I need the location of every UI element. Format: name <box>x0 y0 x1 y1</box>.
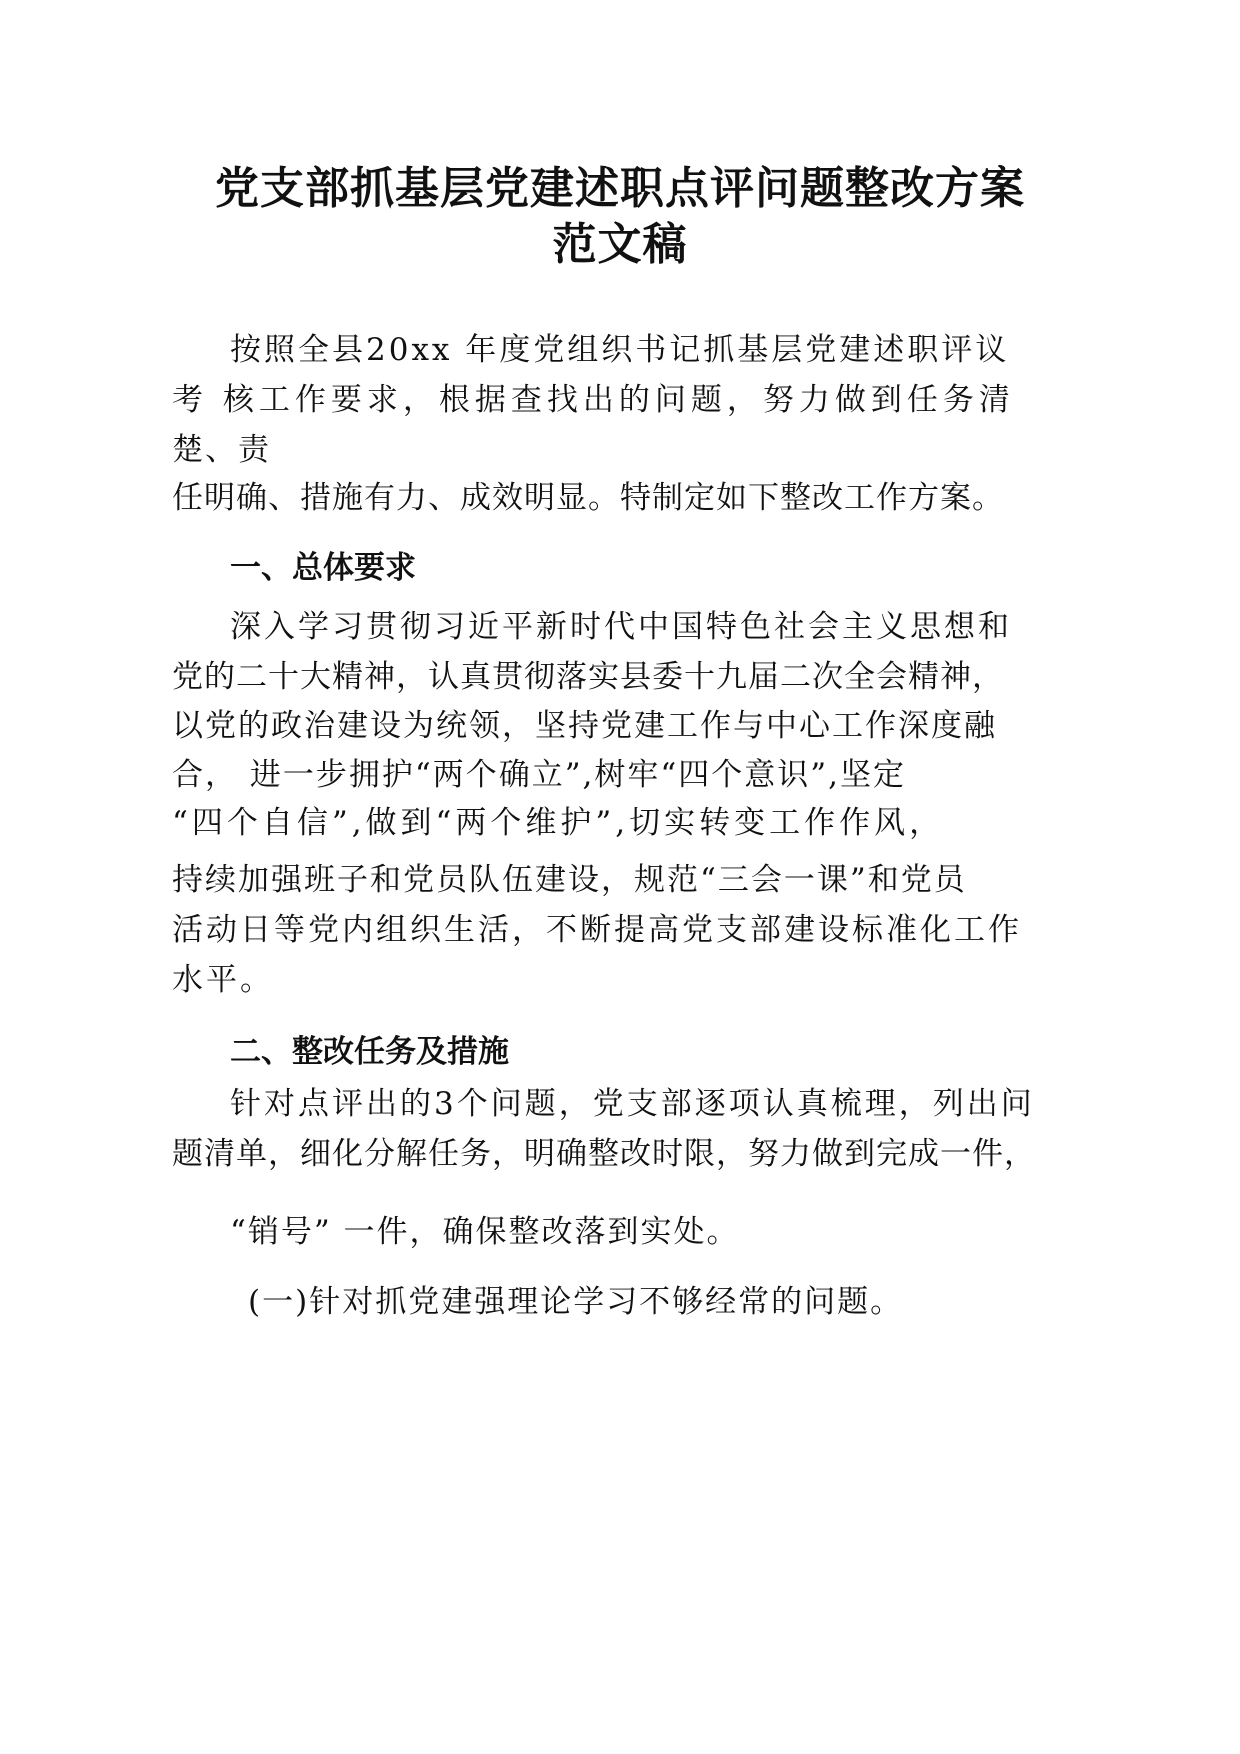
section2-line-3: “销号” 一件，确保整改落到实处。 <box>230 1214 740 1250</box>
intro-line-4: 任明确、措施有力、成效明显。特制定如下整改工作方案。 <box>172 480 1004 516</box>
section2-subheading-1: (一)针对抓党建强理论学习不够经常的问题。 <box>248 1284 904 1320</box>
section1-line-6: 持续加强班子和党员队伍建设，规范“三会一课”和党员 <box>172 862 967 898</box>
section1-line-1: 深入学习贯彻习近平新时代中国特色社会主义思想和 <box>230 609 1012 645</box>
section-heading-general-requirements: 一、总体要求 <box>230 550 416 586</box>
section1-line-8: 水平。 <box>172 962 274 998</box>
intro-line-2: 考 核工作要求，根据查找出的问题，努力做到任务清 <box>172 382 1015 418</box>
section1-line-3: 以党的政治建设为统领，坚持党建工作与中心工作深度融 <box>172 708 997 744</box>
document-title-line-2: 范文稿 <box>552 219 688 270</box>
intro-line-1: 按照全县20xx 年度党组织书记抓基层党建述职评议 <box>230 332 1010 368</box>
section1-line-4: 合， 进一步拥护“两个确立”,树牢“四个意识”,坚定 <box>172 757 906 793</box>
section-heading-rectification-tasks: 二、整改任务及措施 <box>230 1034 509 1070</box>
section1-line-2: 党的二十大精神，认真贯彻落实县委十九届二次全会精神， <box>172 659 1004 695</box>
section2-line-1: 针对点评出的3个问题，党支部逐项认真梳理，列出问 <box>230 1086 1035 1122</box>
section1-line-5: “四个自信”,做到“两个维护”,切实转变工作作风， <box>172 805 945 841</box>
intro-line-3: 楚、责 <box>172 432 271 468</box>
section2-line-2: 题清单，细化分解任务，明确整改时限，努力做到完成一件， <box>172 1136 1036 1172</box>
section1-line-7: 活动日等党内组织生活，不断提高党支部建设标准化工作 <box>172 912 1022 948</box>
document-title-line-1: 党支部抓基层党建述职点评问题整改方案 <box>215 163 1025 214</box>
